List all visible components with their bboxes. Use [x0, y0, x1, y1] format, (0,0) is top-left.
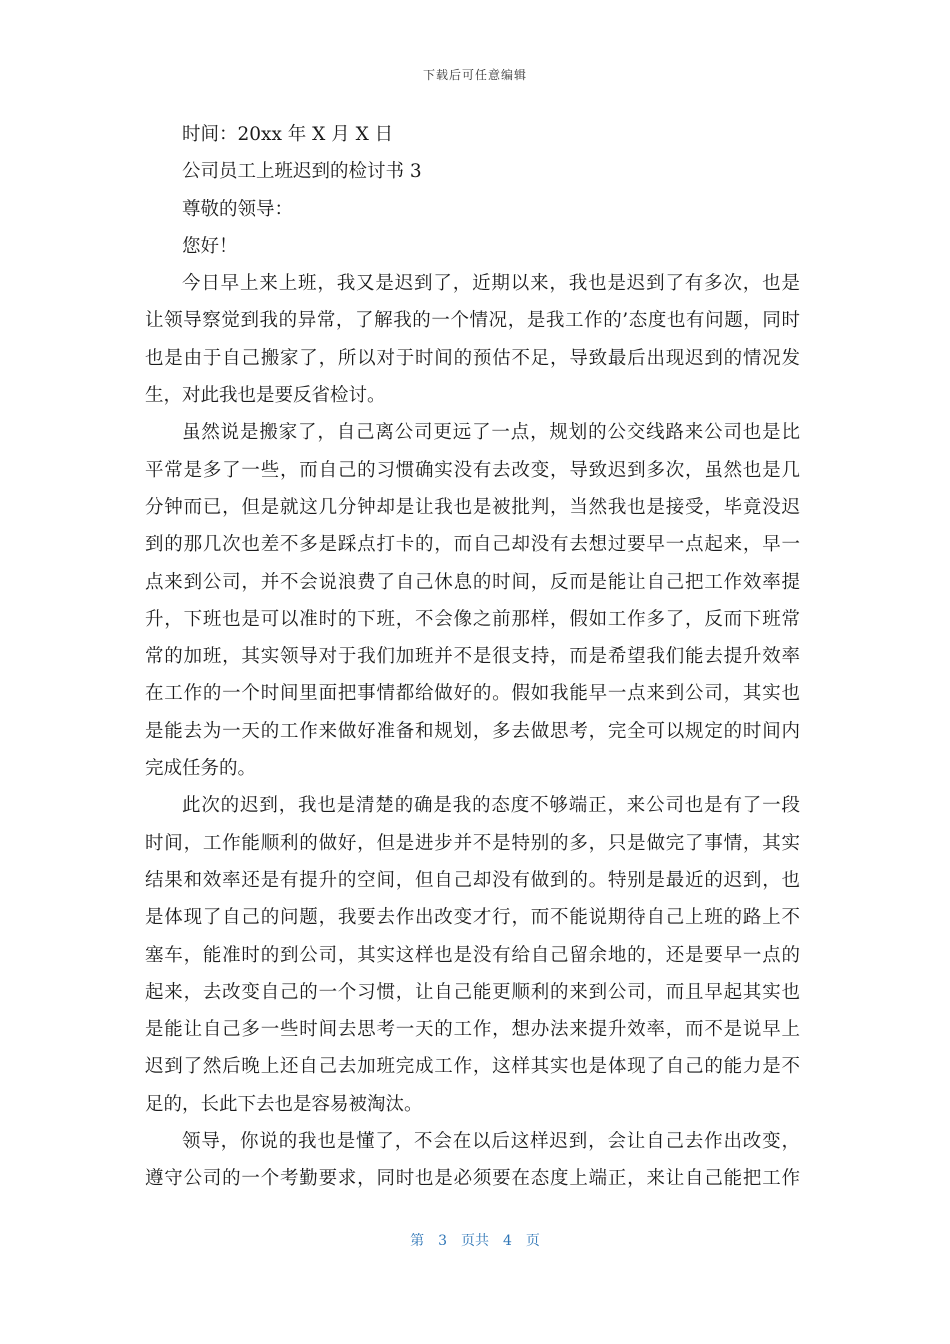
- text-line: 完成任务的。: [145, 758, 257, 780]
- text-line: 生，对此我也是要反省检讨。: [145, 385, 386, 407]
- text-line: 起来，去改变自己的一个习惯，让自己能更顺利的来到公司，而且早起其实也: [145, 981, 800, 1003]
- text-line: 是体现了自己的问题，我要去作出改变才行，而不能说期待自己上班的路上不: [145, 907, 800, 929]
- text-line: 迟到了然后晚上还自己去加班完成工作，这样其实也是体现了自己的能力是不: [145, 1056, 800, 1078]
- text-line: 在工作的一个时间里面把事情都给做好的。假如我能早一点来到公司，其实也: [145, 683, 800, 705]
- text-line: 结果和效率还是有提升的空间，但自己却没有做到的。特别是最近的迟到，也: [145, 869, 800, 891]
- footer-total-pages: 4: [503, 1233, 512, 1249]
- page-header: 下载后可任意编辑: [422, 68, 527, 82]
- footer-page-number: 3: [438, 1233, 447, 1249]
- text-line: 今日早上来上班，我又是迟到了，近期以来，我也是迟到了有多次，也是: [182, 273, 800, 295]
- text-line: 遵守公司的一个考勤要求，同时也是必须要在态度上端正，来让自己能把工作: [145, 1168, 800, 1190]
- text-line: 足的，长此下去也是容易被淘汰。: [145, 1093, 423, 1115]
- text-line: 点来到公司，并不会说浪费了自己休息的时间，反而是能让自己把工作效率提: [145, 571, 800, 593]
- text-line: 尊敬的领导：: [182, 198, 294, 220]
- text-line: 平常是多了一些，而自己的习惯确实没有去改变，导致迟到多次，虽然也是几: [145, 459, 800, 481]
- text-line: 也是由于自己搬家了，所以对于时间的预估不足，导致最后出现迟到的情况发: [145, 347, 800, 369]
- page-footer: [0, 1230, 950, 1250]
- text-line: 公司员工上班迟到的检讨书 3: [182, 161, 422, 183]
- text-line: 是能去为一天的工作来做好准备和规划，多去做思考，完全可以规定的时间内: [145, 720, 800, 742]
- text-line: 您好！: [182, 235, 238, 257]
- text-line: 此次的迟到，我也是清楚的确是我的态度不够端正，来公司也是有了一段: [182, 795, 800, 817]
- text-line: 分钟而已，但是就这几分钟却是让我也是被批判，当然我也是接受，毕竟没迟: [145, 496, 800, 518]
- text-line: 时间，工作能顺利的做好，但是进步并不是特别的多，只是做完了事情，其实: [145, 832, 800, 854]
- text-line: 虽然说是搬家了，自己离公司更远了一点，规划的公交线路来公司也是比: [182, 422, 800, 444]
- text-line: 让领导察觉到我的异常，了解我的一个情况，是我工作的’态度也有问题，同时: [145, 310, 800, 332]
- text-line: 时间：20xx 年 X 月 X 日: [182, 124, 394, 145]
- text-line: 升，下班也是可以准时的下班，不会像之前那样，假如工作多了，反而下班常: [145, 608, 800, 630]
- document-body: [145, 116, 800, 1198]
- text-line: 到的那几次也差不多是踩点打卡的，而自己却没有去想过要早一点起来，早一: [145, 534, 800, 556]
- footer-middle: 页共: [461, 1233, 489, 1249]
- text-line: 常的加班，其实领导对于我们加班并不是很支持，而是希望我们能去提升效率: [145, 646, 800, 668]
- text-line: 塞车，能准时的到公司，其实这样也是没有给自己留余地的，还是要早一点的: [145, 944, 800, 966]
- text-line: 领导，你说的我也是懂了，不会在以后这样迟到，会让自己去作出改变，: [182, 1131, 800, 1153]
- text-line: 是能让自己多一些时间去思考一天的工作，想办法来提升效率，而不是说早上: [145, 1019, 800, 1041]
- footer-prefix: 第: [410, 1233, 425, 1249]
- footer-suffix: 页: [525, 1233, 540, 1249]
